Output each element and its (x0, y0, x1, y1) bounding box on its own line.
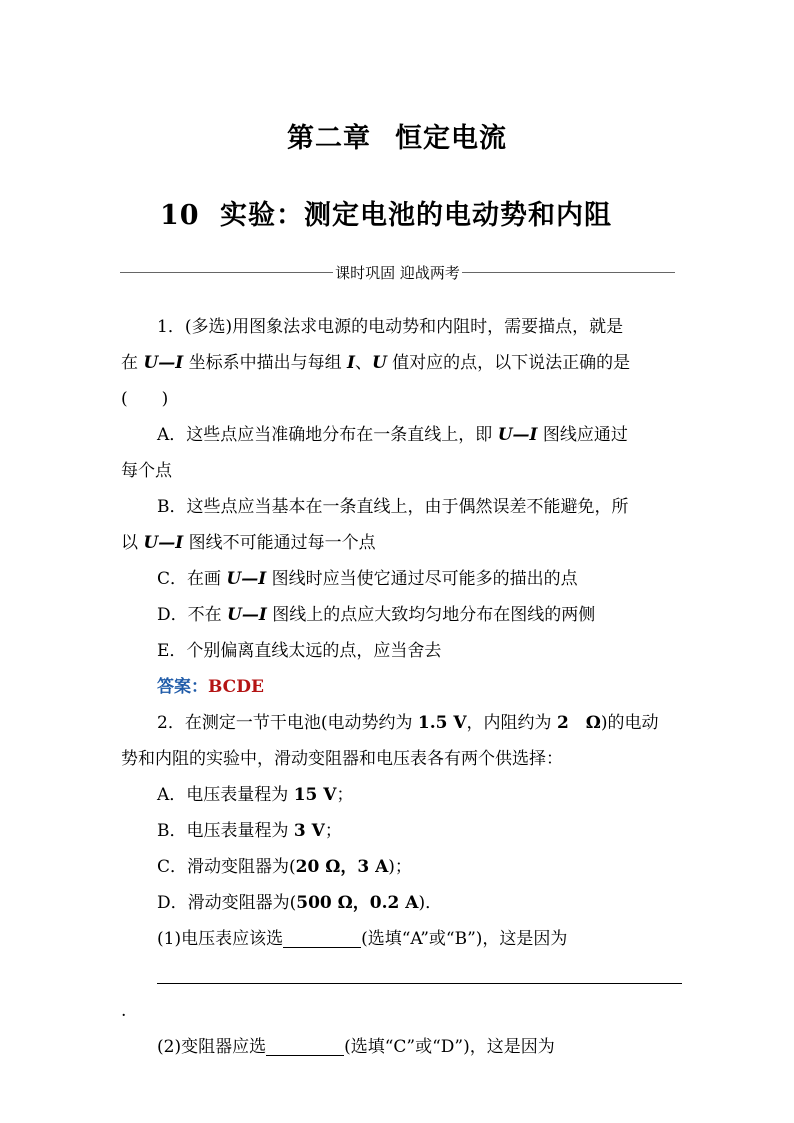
section-name: 实验：测定电池的电动势和内阻 (220, 200, 612, 231)
fill-blank-2[interactable] (266, 1035, 344, 1056)
q2-option-b: B．电压表量程为 3 V； (157, 821, 342, 841)
answer-label: 答案 (157, 677, 191, 697)
q2-option-a: A．电压表量程为 15 V； (157, 785, 354, 805)
section-title (160, 193, 760, 232)
chapter-title (0, 116, 794, 155)
q1-option-c: C．在画 U—I 图线时应当使它通过尽可能多的描出的点 (157, 569, 578, 589)
q2-subquestion-1-reason: . (121, 957, 676, 1029)
q1-option-a: A．这些点应当准确地分布在一条直线上，即 U—I 图线应通过 (157, 425, 628, 445)
q1-option-e: E．个别偏离直线太远的点，应当舍去 (157, 641, 442, 661)
q1-option-a-cont: 每个点 (121, 461, 172, 481)
section-divider (120, 262, 675, 282)
q2-subquestion-1: (1)电压表应该选 (选填“A”或“B”)，这是因为 (157, 929, 568, 949)
q1-option-b: B．这些点应当基本在一条直线上，由于偶然误差不能避免，所 (157, 497, 629, 517)
section-number: 10 (160, 200, 200, 231)
q2-stem-line-1: 2．在测定一节干电池(电动势约为 1.5 V，内阻约为 2 Ω)的电动 (157, 713, 659, 733)
chapter-name: 恒定电流 (395, 123, 507, 154)
divider-line-left (120, 272, 333, 273)
q1-answer-bracket: ( ) (121, 389, 169, 409)
q1-answer: 答案：BCDE (157, 677, 264, 697)
q2-option-d: D．滑动变阻器为(500 Ω，0.2 A)． (157, 893, 443, 913)
divider-label: 课时巩固 迎战两考 (335, 263, 460, 282)
divider-line-right (462, 272, 675, 273)
q1-option-b-cont: 以 U—I 图线不可能通过每一个点 (121, 533, 376, 553)
q1-option-d: D．不在 U—I 图线上的点应大致均匀地分布在图线的两侧 (157, 605, 596, 625)
q2-option-c: C．滑动变阻器为(20 Ω，3 A)； (157, 857, 412, 877)
q1-stem-line-1: 1．(多选)用图象法求电源的电动势和内阻时，需要描点，就是 (157, 317, 624, 337)
q1-stem-line-2: 在 U—I 坐标系中描出与每组 I、U 值对应的点，以下说法正确的是 (121, 353, 631, 373)
q2-subquestion-2: (2)变阻器应选 (选填“C”或“D”)，这是因为 (157, 1037, 555, 1057)
fill-blank-1[interactable] (283, 927, 361, 948)
q2-stem-line-2: 势和内阻的实验中，滑动变阻器和电压表各有两个供选择： (121, 749, 563, 769)
chapter-number: 第二章 (287, 123, 371, 154)
answer-value: BCDE (208, 677, 264, 697)
questions-body (121, 309, 676, 1065)
fill-line-reason-1[interactable] (157, 963, 682, 984)
